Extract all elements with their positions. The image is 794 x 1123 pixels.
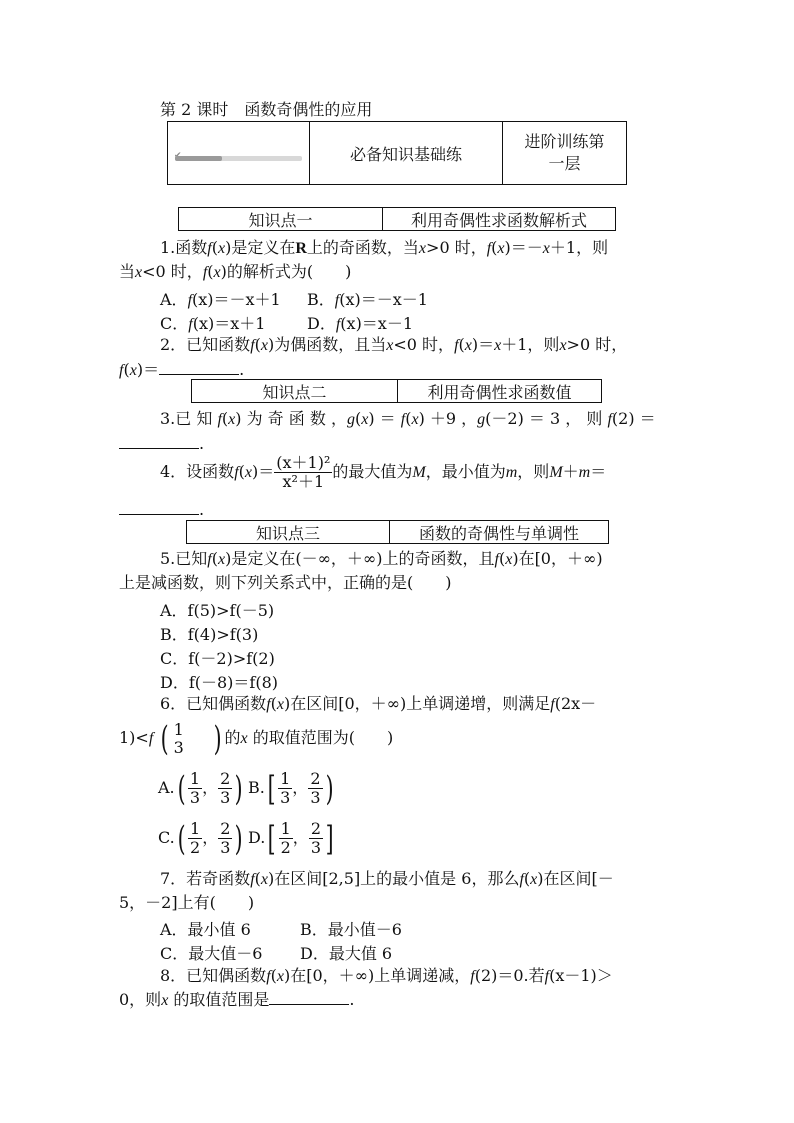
text-segment: 是定义在(－∞，＋∞)上的奇函数，且 [231, 549, 495, 568]
large-bracket: ) [235, 818, 244, 859]
math-variable: x [240, 730, 248, 747]
text-segment: 的最大值为 [332, 462, 413, 481]
large-bracket: [ [267, 768, 276, 809]
text-segment: A． [160, 290, 188, 309]
fraction-denominator: 2 [190, 838, 201, 857]
math-variable: f [607, 411, 612, 428]
text-segment: 上是减函数，则下列关系式中，正确的是( ) [119, 573, 452, 592]
q1-option-a[interactable] [160, 287, 281, 310]
fraction-numerator: 1 [190, 819, 201, 838]
q7-line1: 7．若奇函数f(x)在区间[2,5]上的最小值是 6，那么f(x)在区间[－ [160, 869, 614, 888]
text-segment: ( [491, 238, 498, 257]
text-segment: B. [248, 778, 265, 797]
fraction-numerator: 2 [220, 819, 231, 838]
math-variable: x [386, 337, 394, 354]
math-variable: f [234, 464, 239, 481]
knowledge-point-1 [178, 207, 616, 231]
q3-line1: 3.已 知 f(x) 为 奇 函 数 ，g(x) ＝ f(x) ＋9 ，g(－2) ＝ 3 ， 则 f(2) ＝ [160, 409, 656, 428]
large-bracket: ( [177, 818, 186, 859]
fraction-numerator: (x＋1)² [276, 453, 331, 472]
q2-answer-blank[interactable] [159, 360, 239, 375]
math-variable: f [217, 411, 222, 428]
fraction-numerator: 2 [220, 769, 231, 788]
header-cell-advanced [503, 122, 627, 185]
math-variable: x [542, 240, 550, 257]
math-variable: x [129, 362, 137, 379]
math-variable: f [202, 264, 208, 281]
q4-line1: 4．设函数f(x)＝ $\frac{\text{(x＋1)²}}{\text{x²＋1}}$ 的最大值为M，最小值为m，则M＋m＝ [160, 453, 607, 491]
fraction-numerator: 1 [280, 819, 291, 838]
fraction-denominator: x²＋1 [282, 472, 325, 491]
fraction-denominator: 3 [310, 788, 321, 807]
text-segment: 2．已知函数 [160, 335, 251, 354]
q1-option-c[interactable] [160, 311, 265, 334]
fraction-numerator: 1 [189, 769, 201, 788]
knowledge-point-3 [186, 520, 609, 544]
q5-option-a[interactable]: A．f(5)>f(－5) [160, 601, 275, 620]
text-segment: 在区间[－ [543, 869, 614, 888]
text-segment: 3.已 知 [160, 409, 213, 428]
math-variable: f [400, 411, 406, 428]
text-segment: <0 时， [142, 262, 203, 281]
math-variable: f [119, 362, 124, 379]
math-variable: x [464, 337, 472, 354]
text-segment: ＝ [590, 462, 607, 481]
q7-option-c[interactable]: C．最大值－6 [160, 944, 263, 963]
math-variable: x [260, 871, 268, 888]
fraction [309, 820, 323, 857]
text-segment: 在[0，＋∞)上单调递减， [290, 966, 471, 985]
q5-line2 [119, 573, 452, 593]
text-segment: 1)< [119, 728, 149, 747]
math-variable: f [187, 292, 193, 309]
q6-option-d[interactable]: D.[ $\frac{1}{2}$ ， $\frac{2}{3}$ ] [248, 818, 334, 859]
text-segment: ＝ [143, 360, 160, 379]
text-segment: 的 [224, 728, 241, 747]
q7-option-d[interactable]: D．最大值 6 [300, 944, 393, 963]
math-variable: x [244, 464, 252, 481]
large-bracket: ) [325, 768, 334, 809]
math-variable: f [486, 240, 492, 257]
text-segment: (x)＝－x－1 [339, 290, 428, 309]
math-variable: x [494, 337, 502, 354]
q4-fraction [274, 454, 332, 491]
text-segment: 当 [119, 262, 136, 281]
q1-line1 [160, 238, 608, 259]
text-segment: 1.函数 [160, 238, 208, 257]
q3-line2 [119, 434, 204, 454]
section-header-table [167, 121, 627, 185]
q2-line1: 2．已知函数f(x)为偶函数，且当x<0 时，f(x)＝x＋1，则x>0 时， [160, 335, 628, 354]
knowledge-point-2 [191, 379, 602, 403]
text-segment: (x)＝－x＋1 [192, 290, 281, 309]
large-bracket: ] [325, 818, 334, 859]
kp1-name: 知识点一 [179, 208, 383, 230]
math-variable: x [530, 871, 538, 888]
text-segment: 上的奇函数，当 [306, 238, 419, 257]
fraction [188, 820, 202, 857]
q5-option-d[interactable]: D．f(－8)＝f(8) [160, 673, 279, 692]
kp3-topic: 函数的奇偶性与单调性 [418, 523, 579, 543]
q1-option-b[interactable] [307, 287, 428, 310]
q7-option-a[interactable]: A．最小值 6 [160, 920, 251, 939]
math-variable: g [346, 411, 355, 428]
math-variable: f [148, 730, 154, 747]
text-segment: . [199, 500, 205, 519]
text-segment: ＋9 ， [429, 409, 478, 428]
kp2-topic: 利用奇偶性求函数值 [427, 382, 572, 402]
text-segment: ，最小值为 [425, 462, 506, 481]
fraction-numerator: 2 [310, 819, 321, 838]
text-segment: . [199, 434, 205, 453]
fraction-numerator: 1 [173, 719, 184, 739]
fraction [218, 770, 232, 807]
math-variable: m [505, 464, 518, 481]
header-advanced-line1: 进阶训练第 [524, 132, 605, 151]
text-segment: <0 时， [393, 335, 455, 354]
math-variable: M [549, 464, 563, 481]
large-bracket: ( [161, 718, 169, 759]
math-variable: f [266, 968, 271, 985]
q1-line2 [119, 262, 351, 283]
math-variable: g [477, 411, 486, 428]
math-variable: x [276, 968, 284, 985]
large-bracket: ) [213, 718, 222, 759]
math-variable: f [454, 337, 459, 354]
math-variable: x [505, 551, 513, 568]
text-segment: C. [158, 828, 175, 847]
text-segment: (x－1)＞ [549, 966, 613, 985]
text-segment: C． [160, 314, 189, 333]
q6-option-c[interactable]: C.( $\frac{1}{2}$ ， $\frac{2}{3}$ ) [158, 818, 244, 859]
q2-line2: f(x)＝ . [119, 360, 245, 379]
math-variable: f [207, 551, 212, 568]
header-advanced-line2: 一层 [548, 154, 581, 173]
math-variable: M [412, 464, 426, 481]
text-segment: (x)＝x＋1 [192, 314, 266, 333]
math-variable: f [266, 696, 271, 713]
fraction [218, 820, 232, 857]
math-variable: f [250, 871, 255, 888]
header-cell-basic [310, 122, 503, 185]
math-variable: f [188, 316, 193, 333]
math-variable: x [217, 240, 226, 257]
math-variable: x [161, 992, 169, 1009]
text-segment: ＋1，则 [501, 335, 560, 354]
text-segment: )＝－ [504, 238, 543, 257]
text-segment: B． [307, 290, 335, 309]
q1-option-d[interactable] [307, 311, 413, 334]
math-variable: x [135, 264, 143, 281]
q8-line1: 8．已知偶函数f(x)在[0，＋∞)上单调递减，f(2)＝0.若f(x－1)＞ [160, 966, 613, 985]
math-variable: x [418, 240, 427, 257]
q7-line2 [119, 893, 254, 913]
fraction-numerator: 2 [310, 769, 321, 788]
q5-line1: 5.已知f(x)是定义在(－∞，＋∞)上的奇函数，且f(x)在[0，＋∞) [160, 549, 603, 568]
text-segment: A. [158, 778, 175, 797]
fraction [172, 721, 186, 757]
fraction-denominator: 3 [189, 788, 201, 807]
text-segment: 6．已知偶函数 [160, 694, 267, 713]
text-segment: 为偶函数，且当 [274, 335, 387, 354]
fraction-denominator: 3 [310, 838, 321, 857]
math-variable: f [335, 316, 341, 333]
fraction-denominator: 3 [280, 788, 291, 807]
math-variable: x [217, 551, 226, 568]
text-segment: 4．设函数 [160, 462, 235, 481]
text-segment: 5.已知 [160, 549, 208, 568]
text-segment [168, 122, 627, 185]
text-segment: (2) ＝ [611, 409, 656, 428]
text-segment: . [239, 360, 245, 379]
math-variable: f [470, 968, 475, 985]
text-segment: 的取值范围为( ) [252, 728, 394, 747]
progress-cell [168, 122, 310, 185]
text-segment: 为 奇 函 数 ， [246, 409, 347, 428]
text-segment: 在区间[2,5]上的最小值是 6，那么 [274, 869, 520, 888]
fraction-denominator: 2 [280, 838, 291, 857]
q4-line2 [119, 500, 204, 520]
math-variable: m [578, 464, 591, 481]
fraction-denominator: 3 [220, 838, 231, 857]
large-bracket: [ [267, 818, 276, 859]
q6-line1: 6．已知偶函数f(x)在区间[0，＋∞)上单调递增，则满足f(2x－ [160, 694, 597, 713]
real-numbers-symbol: R [295, 240, 307, 257]
math-variable: x [559, 337, 567, 354]
text-segment: 在[0，＋∞) [518, 549, 603, 568]
text-segment: >0 时， [426, 238, 487, 257]
header-basic-label: 必备知识基础练 [349, 144, 462, 164]
q4-answer-blank[interactable] [119, 500, 199, 515]
text-segment: (2x－ [554, 694, 597, 713]
text-segment: (x)＝x－1 [340, 314, 414, 333]
large-bracket: ( [177, 768, 186, 809]
math-variable: x [361, 411, 369, 428]
text-segment: )是定义在 [225, 238, 296, 257]
text-segment: ＋1，则 [549, 238, 609, 257]
kp1-topic: 利用奇偶性求函数解析式 [410, 210, 587, 230]
text-segment: ＝ [379, 409, 396, 428]
progress-bar-fill [175, 156, 222, 161]
text-segment: D． [307, 314, 336, 333]
text-segment: (－2) ＝ 3 ， 则 [485, 409, 603, 428]
q7-option-b[interactable]: B．最小值－6 [300, 920, 402, 939]
math-variable: f [334, 292, 340, 309]
text-segment: ( [211, 238, 218, 257]
text-segment: 8．已知偶函数 [160, 966, 267, 985]
text-segment: 7．若奇函数 [160, 869, 251, 888]
text-segment: 在区间[0，＋∞)上单调递增，则满足 [290, 694, 551, 713]
large-bracket: ) [234, 768, 243, 809]
math-variable: f [550, 696, 555, 713]
math-variable: x [276, 696, 284, 713]
q8-answer-blank[interactable] [269, 990, 349, 1005]
kp3-name: 知识点三 [187, 521, 390, 543]
fraction [188, 770, 202, 807]
math-variable: x [228, 411, 236, 428]
fraction-denominator: 3 [220, 788, 231, 807]
text-segment: 0，则 [119, 990, 162, 1009]
text-segment: . [349, 990, 355, 1009]
math-variable: x [497, 240, 505, 257]
math-variable: x [260, 337, 268, 354]
progress-bar [175, 156, 302, 161]
text-segment: ( [207, 262, 214, 281]
q3-answer-blank[interactable] [119, 434, 199, 449]
math-variable: x [213, 264, 221, 281]
text-segment: ＝ [258, 462, 275, 481]
kp2-name: 知识点二 [192, 380, 398, 402]
text-segment: ＝ [478, 335, 495, 354]
fraction [308, 770, 322, 807]
text-segment: >0 时， [566, 335, 628, 354]
math-variable: f [519, 871, 524, 888]
math-variable: x [411, 411, 419, 428]
text-segment: 的取值范围是 [173, 990, 270, 1009]
q5-option-c[interactable]: C．f(－2)>f(2) [160, 649, 275, 668]
lesson-title: 第 2 课时 函数奇偶性的应用 [160, 100, 373, 119]
fraction [278, 770, 292, 807]
q6-option-b[interactable]: B.[ $\frac{1}{3}$ ， $\frac{2}{3}$ ) [248, 768, 334, 809]
q6-option-a[interactable]: A.( $\frac{1}{3}$ ， $\frac{2}{3}$ ) [158, 768, 243, 809]
fraction [279, 820, 293, 857]
text-segment: 5，－2]上有( ) [119, 893, 255, 912]
math-variable: f [207, 240, 212, 257]
math-variable: f [494, 551, 499, 568]
text-segment: (2)＝0.若 [474, 966, 545, 985]
q6-line2 [119, 716, 393, 761]
math-variable: f [250, 337, 255, 354]
math-variable: f [544, 968, 550, 985]
fraction-denominator: 3 [173, 737, 184, 757]
fraction-numerator: 1 [280, 769, 291, 788]
text-segment: D. [248, 828, 266, 847]
text-segment [168, 122, 627, 185]
q8-line2 [119, 990, 355, 1011]
text-segment: )的解析式为( ) [220, 262, 352, 281]
q5-option-b[interactable]: B．f(4)>f(3) [160, 625, 259, 644]
text-segment: ，则 [517, 462, 550, 481]
